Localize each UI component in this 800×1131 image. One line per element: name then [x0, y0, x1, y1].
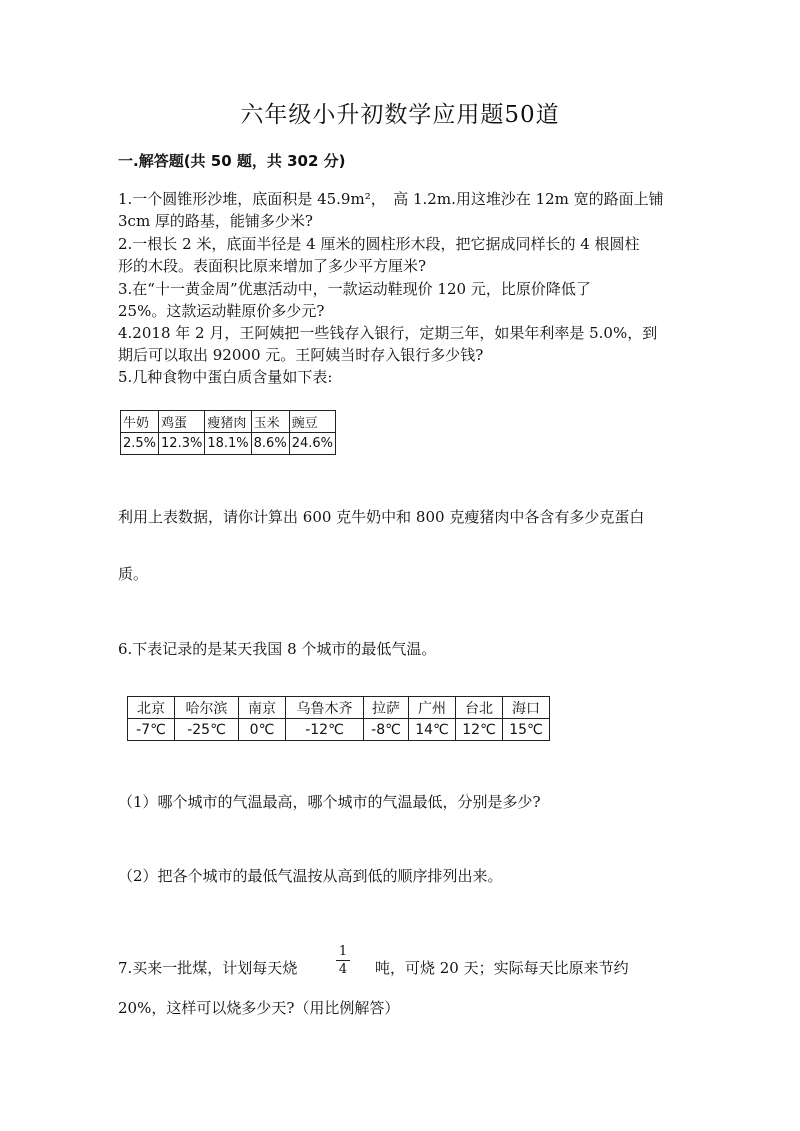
question-6-line-1: 6.下表记录的是某天我国 8 个城市的最低气温。	[118, 640, 437, 658]
protein-value-cell: 12.3%	[159, 433, 205, 455]
question-3-line-1: 3.在“十一黄金周”优惠活动中，一款运动鞋现价 120 元，比原价降低了	[118, 280, 591, 298]
protein-table-header-row	[121, 411, 336, 433]
protein-header-cell: 鸡蛋	[159, 411, 205, 433]
temperature-cell: 15℃	[503, 719, 550, 741]
question-2-line-1: 2.一根长 2 米，底面半径是 4 厘米的圆柱形木段，把它据成同样长的 4 根圆柱	[118, 235, 640, 253]
protein-header-cell: 瘦猪肉	[205, 411, 251, 433]
section-heading: 一.解答题(共 50 题，共 302 分)	[118, 152, 346, 170]
temperature-cell: 14℃	[409, 719, 456, 741]
question-5-text-line-1: 利用上表数据，请你计算出 600 克牛奶中和 800 克瘦猪肉中各含有多少克蛋白	[118, 508, 645, 526]
protein-value-cell: 2.5%	[121, 433, 159, 455]
city-cell: 哈尔滨	[175, 697, 239, 719]
question-1-line-1: 1.一个圆锥形沙堆，底面积是 45.9m²， 高 1.2m.用这堆沙在 12m 宽的路面上铺	[118, 190, 664, 208]
fraction-bar	[336, 960, 350, 961]
city-cell: 北京	[128, 697, 175, 719]
question-7-line-1-end: 吨，可烧 20 天；实际每天比原来节约	[375, 959, 629, 977]
question-6-sub-2: （2）把各个城市的最低气温按从高到低的顺序排列出来。	[118, 867, 503, 885]
protein-value-cell: 18.1%	[205, 433, 251, 455]
city-cell: 南京	[239, 697, 286, 719]
question-5-text-line-2: 质。	[118, 565, 149, 583]
city-cell: 乌鲁木齐	[286, 697, 364, 719]
protein-table	[120, 410, 336, 455]
fraction-denominator: 4	[338, 962, 348, 977]
protein-value-cell: 24.6%	[289, 433, 335, 455]
protein-header-cell: 豌豆	[289, 411, 335, 433]
protein-value-cell: 8.6%	[251, 433, 289, 455]
question-1-line-2: 3cm 厚的路基，能铺多少米?	[118, 212, 313, 230]
page-title: 六年级小升初数学应用题50道	[240, 102, 560, 128]
question-5-line-1: 5.几种食物中蛋白质含量如下表:	[118, 368, 333, 386]
temperature-cell: -25℃	[175, 719, 239, 741]
question-6-sub-1: （1）哪个城市的气温最高，哪个城市的气温最低，分别是多少?	[118, 793, 541, 811]
question-3-line-2: 25%。这款运动鞋原价多少元?	[118, 302, 325, 320]
city-cell: 台北	[456, 697, 503, 719]
temperature-table	[127, 696, 550, 741]
protein-header-cell: 玉米	[251, 411, 289, 433]
temperature-cell: 0℃	[239, 719, 286, 741]
city-cell: 海口	[503, 697, 550, 719]
city-cell: 广州	[409, 697, 456, 719]
temperature-cell: -7℃	[128, 719, 175, 741]
fraction-numerator: 1	[338, 944, 348, 959]
temperature-cell: -12℃	[286, 719, 364, 741]
temperature-table-city-row	[128, 697, 550, 719]
temperature-table-value-row	[128, 719, 550, 741]
question-2-line-2: 形的木段。表面积比原来增加了多少平方厘米?	[118, 257, 427, 275]
city-cell: 拉萨	[364, 697, 409, 719]
question-4-line-1: 4.2018 年 2 月，王阿姨把一些钱存入银行，定期三年，如果年利率是 5.0%，到	[118, 324, 658, 342]
protein-header-cell: 牛奶	[121, 411, 159, 433]
temperature-cell: 12℃	[456, 719, 503, 741]
question-7-line-2: 20%，这样可以烧多少天?（用比例解答）	[118, 999, 400, 1017]
temperature-cell: -8℃	[364, 719, 409, 741]
question-7-line-1-start: 7.买来一批煤，计划每天烧	[118, 959, 298, 977]
protein-table-value-row	[121, 433, 336, 455]
question-4-line-2: 期后可以取出 92000 元。王阿姨当时存入银行多少钱?	[118, 346, 484, 364]
fraction-one-quarter	[336, 944, 350, 977]
